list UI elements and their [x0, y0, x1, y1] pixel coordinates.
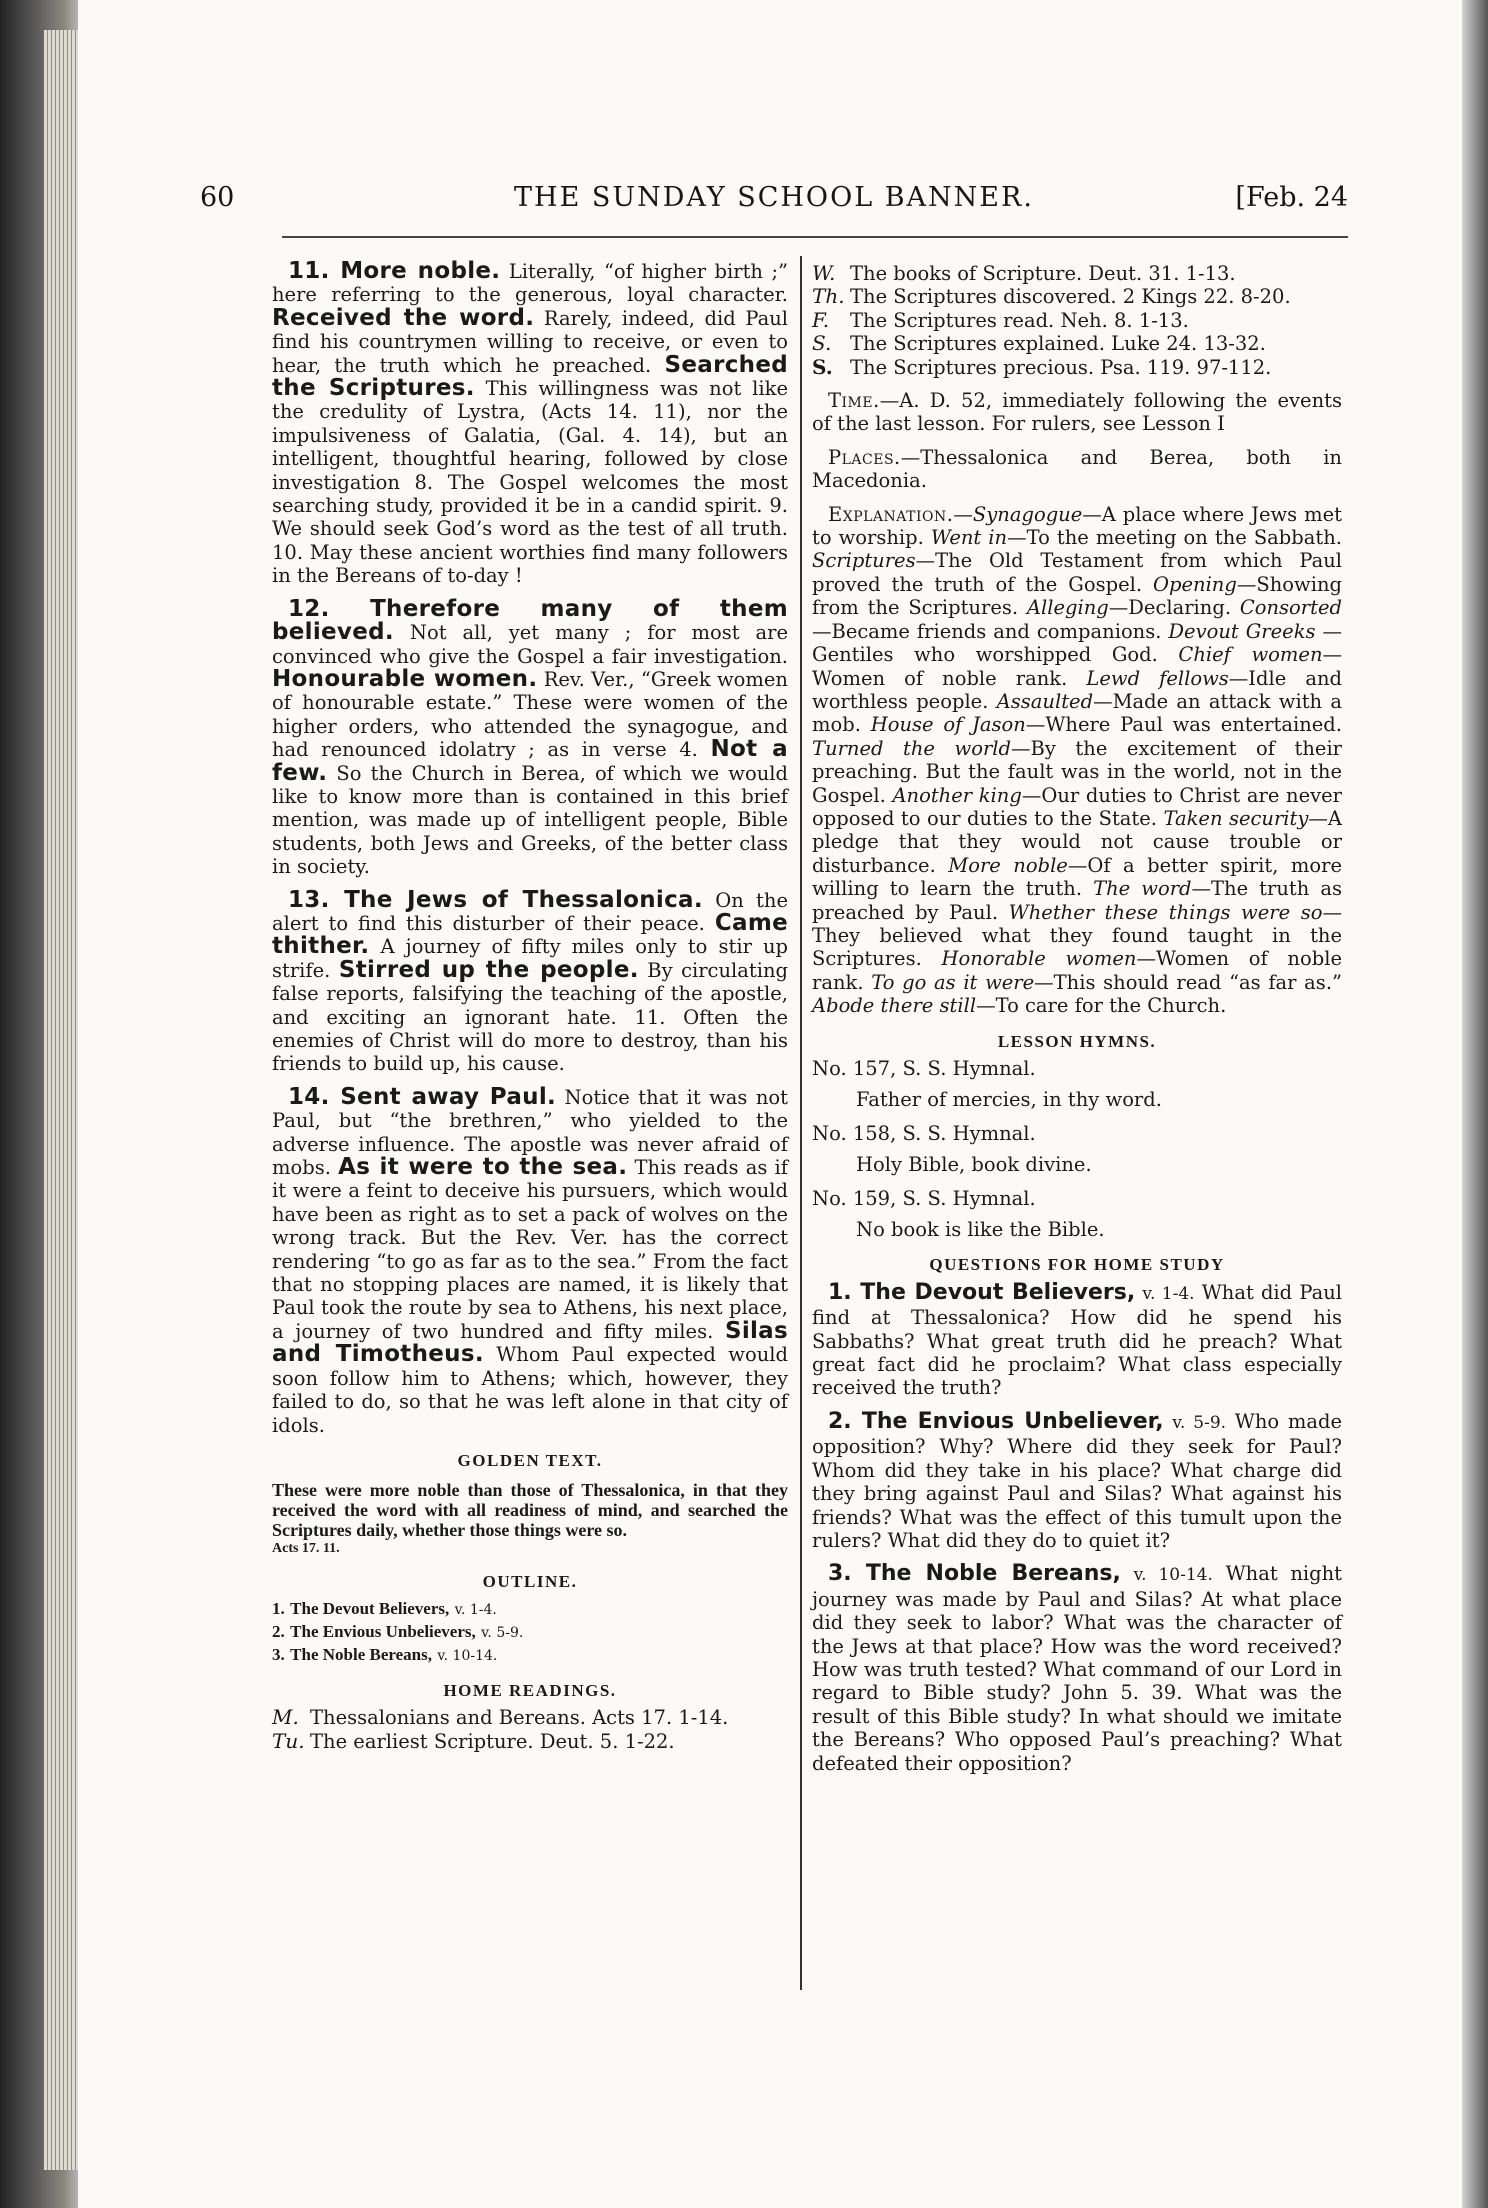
publication-title: THE SUNDAY SCHOOL BANNER. — [514, 182, 1034, 213]
glossary-definition: —Made an attack with a mob. — [812, 689, 1342, 737]
glossary-definition: —To care for the Church. — [976, 994, 1227, 1018]
glossary-definition: —The truth as preached by Paul. — [812, 877, 1342, 924]
glossary-definition: —Became friends and companions. — [812, 619, 1169, 643]
glossary-term: Synagogue — [972, 502, 1083, 526]
reading-item: S. The Scriptures explained. Luke 24. 13-32. — [812, 331, 1266, 356]
note-14: 14. Sent away Paul. Notice that it was not Paul, but “the brethren,” who yielded to the adverse influence. The apostle was never afraid of mobs. As it were to the sea. This reads as if it were a feint to deceive his pursuers, which would have been as right as to set a pack of wolves on the wrong track. But the Rev. Ver. has the correct rendering “to go as far as to the sea.” From the fact that no stopping places are named, it is likely that Paul took the route by sea to Athens, his next place, a journey of two hundred and fifty miles. Silas and Timotheus. Whom Paul expected would soon follow him to Athens; which, however, they failed to do, so that he was left alone in that city of idols. — [272, 1083, 789, 1437]
glossary-term: Honorable women — [941, 947, 1137, 971]
glossary-term: Devout Greeks — [1168, 619, 1316, 643]
home-readings-continued — [812, 262, 1342, 379]
glossary-definition: —This should read “as far as.” — [1034, 970, 1342, 994]
page-number: 60 — [200, 182, 235, 213]
reading-item: S. The Scriptures precious. Psa. 119. 97-112. — [812, 354, 1272, 379]
reading-item: Th. The Scriptures discovered. 2 Kings 22. 8-20. — [812, 284, 1291, 309]
glossary-term: Assaulted — [996, 689, 1094, 713]
golden-text-reference: Acts 17. 11. — [272, 1541, 340, 1557]
glossary-term: Consorted — [1239, 596, 1342, 620]
glossary-definition: —A place where Jews met to worship. — [812, 502, 1342, 550]
outline-item: 2. The Envious Unbelievers, v. 5-9. — [272, 1621, 524, 1641]
time-note: Time.—A. D. 52, immediately following the events of the last lesson. For rulers, see Lesson I — [812, 389, 1342, 436]
glossary-definition: —A pledge that they would not cause trouble or disturbance. — [812, 806, 1342, 877]
question-block: 3. The Noble Bereans, v. 10-14. What night journey was made by Paul and Silas? At what place did they seek to labor? What was the character of the Jews at that place? How was the word received? How was truth tested? What command of our Lord in regard to Bible study? John 5. 39. What was the result of this Bible study? In what should we imitate the Bereans? Who opposed Paul’s preaching? What defeated their opposition? — [812, 1561, 1343, 1775]
glossary-term: Scriptures — [812, 549, 916, 573]
hymn-title: No book is like the Bible. — [856, 1218, 1105, 1242]
questions-heading: QUESTIONS FOR HOME STUDY — [929, 1255, 1225, 1275]
golden-text-heading: GOLDEN TEXT. — [457, 1450, 603, 1470]
question-block: 1. The Devout Believers, v. 1-4. What did Paul find at Thessalonica? How did he spend his Sabbaths? What great truth did he preach? What great fact did he proclaim? What class especially received the truth? — [812, 1279, 1342, 1400]
header-rule — [282, 236, 1348, 238]
outline-list — [272, 1598, 788, 1667]
glossary-term: Another king — [892, 783, 1022, 807]
glossary-term: More noble — [948, 853, 1068, 877]
note-heading: 11. More noble. — [288, 258, 501, 284]
glossary-definition: —By the excitement of their preaching. But the fault was in the world, not in the Gospel. — [812, 736, 1342, 807]
running-header — [200, 176, 1348, 226]
glossary-definition: —They believed what they found taught in the Scriptures. — [812, 900, 1343, 971]
note-heading: 13. The Jews of Thessalonica. — [288, 886, 703, 913]
issue-date: [Feb. 24 — [1235, 182, 1348, 213]
glossary-term: Whether these things were so — [1008, 900, 1323, 924]
glossary-definition: —Women of noble rank. — [812, 643, 1343, 690]
home-readings-list — [272, 1706, 788, 1753]
reading-item: M. Thessalonians and Bereans. Acts 17. 1-14. — [272, 1705, 729, 1730]
glossary-definition: — Gentiles who worshipped God. — [812, 619, 1343, 667]
note-heading: 12. Therefore many of them believed. — [272, 595, 788, 646]
hymn-list — [812, 1057, 1342, 1241]
hymn-number: No. 157, S. S. Hymnal. — [812, 1057, 1036, 1080]
hymn-number: No. 159, S. S. Hymnal. — [812, 1186, 1036, 1210]
glossary-definition: —Idle and worthless people. — [812, 666, 1342, 713]
note-heading: 14. Sent away Paul. — [288, 1083, 557, 1110]
question-block: 2. The Envious Unbeliever, v. 5-9. Who made opposition? Why? Where did they seek for Paul? Whom did they take in his place? What charge did they bring against Paul and Silas? What against his friends? What was the effect of this tumult upon the rulers? What did they do to quiet it? — [812, 1408, 1342, 1552]
glossary-term: The word — [1093, 877, 1192, 901]
glossary-term: Lewd fellows — [1086, 666, 1229, 690]
golden-text: These were more noble than those of Thessalonica, in that they received the word with all readiness of mind, and searched the Scriptures daily, whether those things were so. Acts 17. 11. — [272, 1480, 788, 1557]
lesson-hymns-heading: LESSON HYMNS. — [997, 1031, 1157, 1051]
glossary-definition: —Our duties to Christ are never opposed to our duties to the State. — [812, 783, 1343, 830]
glossary-term: Chief women — [1178, 643, 1323, 667]
reading-item: Tu. The earliest Scripture. Deut. 5. 1-22. — [272, 1728, 675, 1753]
glossary-definition: —Declaring. — [1108, 596, 1240, 620]
glossary-definition: —To the meeting on the Sabbath. — [1007, 526, 1342, 550]
outline-heading: OUTLINE. — [482, 1572, 578, 1592]
right-column — [812, 262, 1342, 1775]
hymn-number: No. 158, S. S. Hymnal. — [812, 1121, 1036, 1145]
glossary-term: Alleging — [1026, 596, 1109, 620]
glossary-term: Taken security — [1163, 806, 1309, 830]
reading-item: W. The books of Scripture. Deut. 31. 1-13. — [812, 261, 1236, 285]
hymn-title: Father of mercies, in thy word. — [856, 1088, 1162, 1112]
glossary-term: Turned the world — [812, 736, 1012, 760]
column-divider — [800, 256, 802, 1990]
hymn-title: Holy Bible, book divine. — [856, 1153, 1092, 1177]
glossary-term: Opening — [1153, 572, 1237, 596]
glossary-term: Went in — [930, 526, 1008, 550]
note-11: 11. More noble. Literally, “of higher birth ;” here referring to the generous, loyal character. Received the word. Rarely, indeed, did Paul find his countrymen willing to receive, or even to hear, the truth which he preached. Searched the Scriptures. This willingness was not like the credulity of Lystra, (Acts 14. 11), nor the impulsiveness of Galatia, (Gal. 4. 14), but an intelligent, thoughtful hearing, followed by close investigation 8. The Gospel welcomes the most searching study, provided it be in a candid spirit. 9. We should seek God’s word as the test of all truth. 10. May these ancient worthies find many followers in the Bereans of to-day ! — [272, 258, 789, 588]
glossary-term: To go as it were — [871, 970, 1035, 994]
glossary-definition: —Women of noble rank. — [812, 947, 1342, 994]
explanation: Explanation.—Synagogue—A place where Jews met to worship. Went in—To the meeting on the Sabbath. Scriptures—The Old Testament from which Paul proved the truth of the Gospel. Opening—Showing from the Scriptures. Alleging—Declaring. Consorted—Became friends and companions. Devout Greeks — Gentiles who worshipped God. Chief women—Women of noble rank. Lewd fellows—Idle and worthless people. Assaulted—Made an attack with a mob. House of Jason—Where Paul was entertained. Turned the world—By the excitement of their preaching. But the fault was in the world, not in the Gospel. Another king—Our duties to Christ are never opposed to our duties to the State. Taken security—A pledge that they would not cause trouble or disturbance. More noble—Of a better spirit, more willing to learn the truth. The word—The truth as preached by Paul. Whether these things were so—They believed what they found taught in the Scriptures. Honorable women—Women of noble rank. To go as it were—This should read “as far as.” Abode there still—To care for the Church. — [812, 502, 1343, 1018]
glossary-definition: —The Old Testament from which Paul proved the truth of the Gospel. — [812, 549, 1342, 596]
glossary-term: Abode there still — [812, 994, 977, 1018]
outline-item: 3. The Noble Bereans, v. 10-14. — [272, 1644, 498, 1664]
home-readings-heading: HOME READINGS. — [443, 1680, 617, 1700]
glossary-definition: —Showing from the Scriptures. — [812, 572, 1342, 620]
note-13: 13. The Jews of Thessalonica. On the alert to find this disturber of their peace. Came thither. A journey of fifty miles only to stir up strife. Stirred up the people. By circulating false reports, falsifying the teaching of the apostle, and exciting an ignorant hate. 11. Often the enemies of Christ will do more to destroy, than his friends to build up, his cause. — [272, 886, 789, 1076]
glossary-term: House of Jason — [870, 713, 1026, 737]
outline-item: 1. The Devout Believers, v. 1-4. — [272, 1598, 497, 1618]
left-column — [272, 260, 788, 1753]
note-12: 12. Therefore many of them believed. Not all, yet many ; for most are convinced who give the Gospel a fair investigation. Honourable women. Rev. Ver., “Greek women of honourable estate.” These were women of the higher orders, who attended the synagogue, and had renounced idolatry ; as in verse 4. Not a few. So the Church in Berea, of which we would like to know more than is contained in this brief mention, was made up of intelligent people, Bible students, both Jews and Greeks, of the better class in society. — [272, 595, 788, 879]
reading-item: F. The Scriptures read. Neh. 8. 1-13. — [812, 307, 1189, 332]
right-page-edge — [1460, 0, 1488, 2208]
glossary-definition: —Of a better spirit, more willing to learn the truth. — [812, 853, 1343, 901]
places-note: Places.—Thessalonica and Berea, both in Macedonia. — [812, 445, 1342, 493]
glossary-definition: —Where Paul was entertained. — [1025, 713, 1342, 737]
